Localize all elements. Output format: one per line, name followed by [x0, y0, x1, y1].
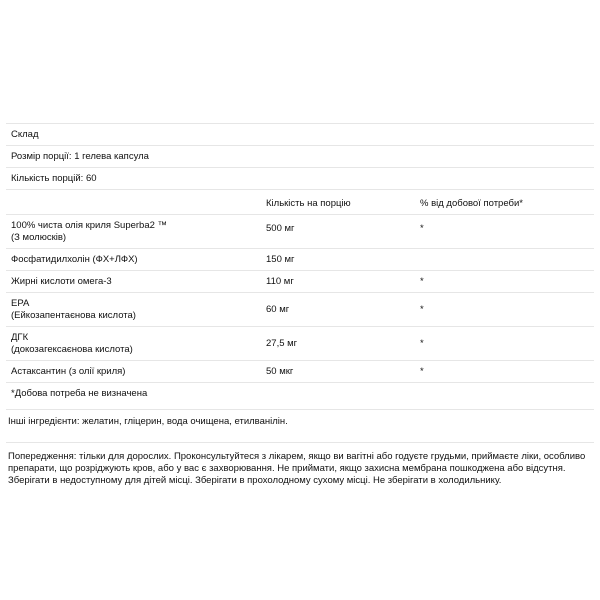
ingredient-dv: *: [420, 338, 424, 349]
table-row: [6, 214, 594, 248]
ingredient-line1: Фосфатидилхолін (ФХ+ЛФХ): [11, 254, 138, 265]
composition-title: Склад: [11, 129, 39, 140]
ingredient-line1: ДГК: [11, 332, 29, 343]
table-row: [6, 270, 594, 292]
ingredient-line2: (З молюсків): [11, 232, 67, 243]
ingredient-dv: *: [420, 366, 424, 377]
supplement-facts-panel: [6, 123, 594, 487]
ingredient-amount: 60 мг: [266, 304, 290, 315]
ingredient-line1: Жирні кислоти омега-3: [11, 276, 112, 287]
warning-text: Попередження: тільки для дорослих. Проконсультуйтеся з лікарем, якщо ви вагітні або годуєте грудьми, приймаєте ліки, особливо препарати, що розріджують кров, або у вас є захворювання. Не приймати, якщо захисна мембрана пошкоджена або відсутня. Зберігати в недоступному для дітей місці. Зберігати в прохолодному сухому місці. Не зберігати в холодильнику.: [6, 442, 594, 487]
ingredient-line2: (докозагексаєнова кислота): [11, 344, 133, 355]
other-ingredients: Інші інгредієнти: желатин, гліцерин, вода очищена, етилванілін.: [6, 409, 594, 434]
ingredient-name: [6, 293, 264, 326]
table-row: [6, 326, 594, 360]
ingredient-amount: 150 мг: [266, 254, 295, 265]
servings-count: Кількість порцій: 60: [11, 173, 97, 184]
footnote: *Добова потреба не визначена: [11, 388, 148, 399]
ingredient-line1: ЕРА: [11, 298, 30, 309]
ingredient-dv: *: [420, 223, 424, 234]
ingredient-line1: Астаксантин (з олії криля): [11, 366, 126, 377]
footnote-row: [6, 382, 594, 409]
composition-title-row: [6, 123, 594, 145]
ingredient-line2: (Ейкозапентаєнова кислота): [11, 310, 136, 321]
header-name: [6, 190, 264, 214]
table-row: [6, 248, 594, 270]
serving-size-row: [6, 145, 594, 167]
ingredient-name: [6, 215, 264, 248]
ingredient-amount: 27,5 мг: [266, 338, 298, 349]
ingredient-name: [6, 271, 264, 292]
table-header-row: [6, 189, 594, 214]
servings-count-row: [6, 167, 594, 189]
ingredient-dv: [416, 249, 594, 270]
serving-size: Розмір порції: 1 гелева капсула: [11, 151, 149, 162]
table-row: [6, 292, 594, 326]
ingredient-dv: *: [420, 304, 424, 315]
ingredient-name: [6, 249, 264, 270]
ingredient-name: [6, 327, 264, 360]
ingredient-amount: 110 мг: [266, 276, 294, 287]
header-dv: % від добової потреби*: [420, 198, 523, 209]
ingredient-line1: 100% чиста олія криля Superba2 ™: [11, 220, 168, 231]
ingredient-amount: 500 мг: [266, 223, 295, 234]
header-amount: Кількість на порцію: [266, 198, 351, 209]
ingredient-dv: *: [420, 276, 424, 287]
ingredient-amount: 50 мкг: [266, 366, 294, 377]
ingredient-name: [6, 361, 264, 382]
table-row: [6, 360, 594, 382]
